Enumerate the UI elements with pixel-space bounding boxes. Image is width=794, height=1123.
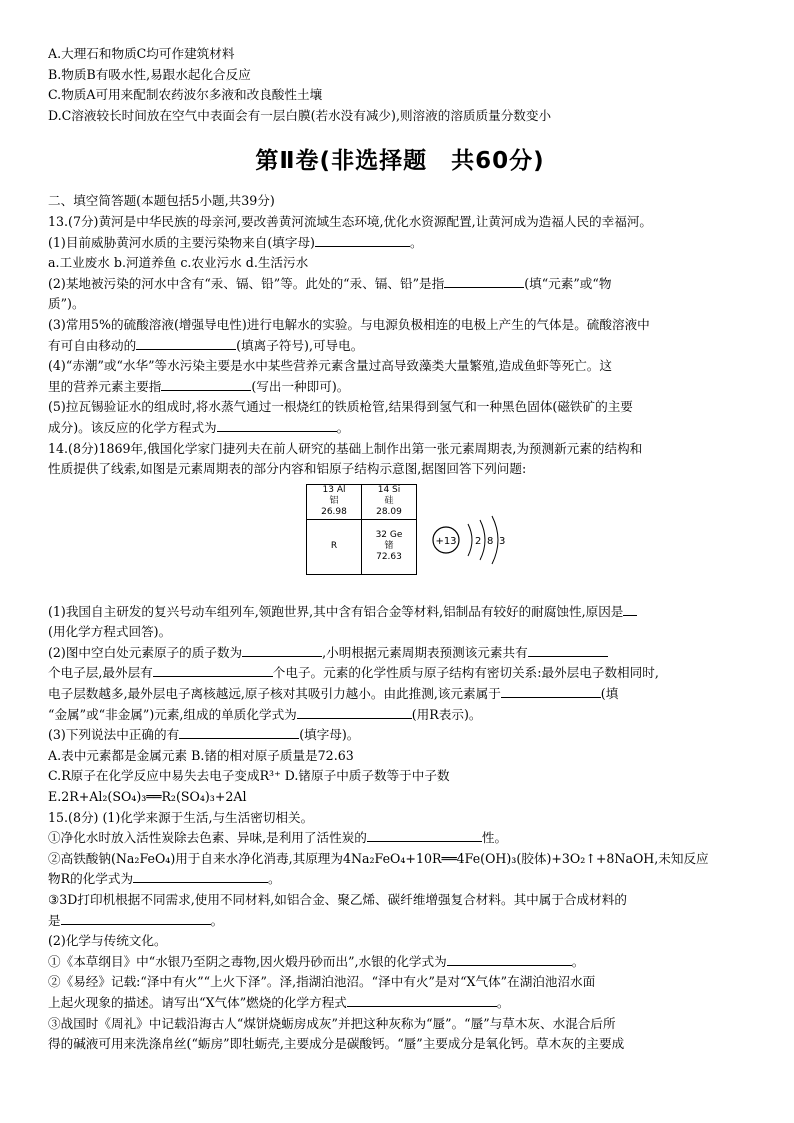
answer-blank[interactable]	[217, 418, 337, 432]
q14-part1: (1)我国自主研发的复兴号动车组列车,领跑世界,其中含有铝合金等材料,铝制品有较好的耐腐蚀性,原因是	[48, 602, 752, 623]
q13-part5-cont: 成分)。该反应的化学方程式为 。	[48, 419, 350, 435]
answer-blank[interactable]	[61, 911, 211, 925]
q14-options-ab: A.表中元素都是金属元素 B.锗的相对原子质量是72.63	[48, 747, 354, 763]
q14-options-cd: C.R原子在化学反应中易失去电子变成R³⁺ D.锗原子中质子数等于中子数	[48, 768, 450, 784]
q15-c2-cont: 物R的化学式为 。	[48, 871, 281, 887]
q15-c2: ②高铁酸钠(Na₂FeO₄)用于自来水净化消毒,其原理为4Na₂FeO₄+10R══4Fe(OH)₃(胶体)+3O₂↑+8NaOH,未知反应	[48, 850, 709, 866]
answer-blank[interactable]	[179, 725, 299, 739]
q15-part2: (2)化学与传统文化。	[48, 933, 167, 949]
answer-blank[interactable]	[136, 336, 236, 350]
q14-part2: (2)图中空白处元素原子的质子数为 ,小明根据元素周期表预测该元素共有	[48, 643, 752, 664]
q15-stem: 15.(8分) (1)化学来源于生活,与生活密切相关。	[48, 809, 314, 825]
shell-electrons-1: 2	[475, 535, 482, 547]
q15-d1: ①《本草纲目》中“水银乃至阴之毒物,因火煅丹砂而出”,水银的化学式为 。	[48, 953, 585, 969]
cell-aluminum: 13 Al 铝 26.98	[307, 484, 362, 519]
q15-c3-cont: 是 。	[48, 912, 224, 928]
answer-blank[interactable]	[501, 684, 601, 698]
q13-part4: (4)“赤潮”或“水华”等水污染主要是水中某些营养元素含量过高导致藻类大量繁殖,造成鱼虾等死亡。这	[48, 358, 612, 374]
q15-d2: ②《易经》记载:“泽中有火”“上火下泽”。泽,指湖泊池沼。“泽中有火”是对“X气体”在湖泊池沼水面	[48, 974, 596, 990]
periodic-table-figure	[48, 484, 752, 592]
cell-germanium: 32 Ge 锗 72.63	[362, 519, 417, 574]
q15-d3-cont: 得的碱液可用来洗涤帛丝(“蛎房”即牡蛎壳,主要成分是碳酸钙。“蜃”主要成分是氧化钙。草木灰的主要成	[48, 1036, 625, 1052]
q13-part2-cont: 质”)。	[48, 296, 85, 312]
q15-d3: ③战国时《周礼》中记载沿海古人“煤饼烧蛎房成灰”并把这种灰称为“蜃”。“蜃”与草木灰、水混合后所	[48, 1015, 616, 1031]
cell-r: R	[307, 519, 362, 574]
q15-d2-cont: 上起火现象的描述。请写出“X气体”燃烧的化学方程式 。	[48, 994, 510, 1010]
section-intro: 二、填空简答题(本题包括5小题,共39分)	[48, 193, 275, 209]
aluminum-atom-diagram	[428, 510, 538, 570]
answer-blank[interactable]	[133, 869, 268, 883]
q13-stem: 13.(7分)黄河是中华民族的母亲河,要改善黄河流域生态环境,优化水资源配置,让黄河成为造福人民的幸福河。	[48, 213, 653, 229]
q15-c1: ①净化水时放入活性炭除去色素、异味,是利用了活性炭的 性。	[48, 830, 508, 846]
q14-part2-cont3: “金属”或“非金属”)元素,组成的单质化学式为 (用R表示)。	[48, 706, 482, 722]
q13-part3-cont: 有可自由移动的 (填离子符号),可导电。	[48, 337, 364, 353]
nucleus-charge: +13	[435, 535, 457, 547]
answer-blank[interactable]	[315, 233, 410, 247]
q14-part2-cont1: 个电子层,最外层有 个电子。元素的化学性质与原子结构有密切关系:最外层电子数相同时,	[48, 665, 659, 681]
answer-blank[interactable]	[447, 952, 572, 966]
q13-part2: (2)某地被污染的河水中含有“汞、镉、铅”等。此处的“汞、镉、铅”是指 (填“元素”或“物	[48, 275, 612, 291]
q13-part4-cont: 里的营养元素主要指 (写出一种即可)。	[48, 378, 350, 394]
option-a: A.大理石和物质C均可作建筑材料	[48, 46, 235, 61]
option-c: C.物质A可用来配制农药波尔多液和改良酸性土壤	[48, 87, 323, 103]
q14-stem-cont: 性质提供了线索,如图是元素周期表的部分内容和铝原子结构示意图,据图回答下列问题:	[48, 461, 527, 477]
q14-part1-cont: (用化学方程式回答)。	[48, 624, 172, 640]
answer-blank[interactable]	[444, 274, 524, 288]
answer-blank[interactable]	[242, 643, 322, 657]
answer-blank[interactable]	[153, 663, 273, 677]
q14-part3: (3)下列说法中正确的有 (填字母)。	[48, 727, 360, 743]
cell-silicon: 14 Si 硅 28.09	[362, 484, 417, 519]
answer-blank[interactable]	[528, 643, 608, 657]
q13-part1-options: a.工业废水 b.河道养鱼 c.农业污水 d.生活污水	[48, 255, 309, 271]
q15-c3: ③3D打印机根据不同需求,使用不同材料,如铝合金、聚乙烯、碳纤维增强复合材料。其中属于合成材料的	[48, 892, 627, 907]
answer-blank[interactable]	[297, 705, 412, 719]
q14-stem: 14.(8分)1869年,俄国化学家门捷列夫在前人研究的基础上制作出第一张元素周期表,为预测新元素的结构和	[48, 440, 643, 456]
q13-part3: (3)常用5%的硫酸溶液(增强导电性)进行电解水的实验。与电源负极相连的电极上产生的气体是。硫酸溶液中	[48, 316, 650, 332]
q13-part1: (1)目前威胁黄河水质的主要污染物来自(填字母) 。	[48, 234, 423, 250]
option-d: D.C溶液较长时间放在空气中表面会有一层白膜(若水没有减少),则溶液的溶质质量分数变小	[48, 107, 552, 123]
answer-blank[interactable]	[347, 993, 497, 1007]
option-b: B.物质B有吸水性,易跟水起化合反应	[48, 66, 251, 82]
answer-blank[interactable]	[367, 828, 482, 842]
answer-blank[interactable]	[161, 377, 251, 391]
periodic-table-excerpt	[306, 484, 417, 575]
answer-blank[interactable]	[623, 602, 637, 616]
shell-electrons-3: 3	[499, 535, 506, 547]
electron-shell-1	[468, 524, 472, 556]
q14-part2-cont2: 电子层数越多,最外层电子离核越远,原子核对其吸引力越小。由此推测,该元素属于 (填	[48, 686, 619, 702]
exam-page	[48, 44, 752, 1055]
shell-electrons-2: 8	[487, 535, 494, 547]
section-title: 第Ⅱ卷(非选择题 共60分)	[255, 148, 545, 175]
q14-option-e: E.2R+Al₂(SO₄)₃══R₂(SO₄)₃+2Al	[48, 789, 247, 805]
q13-part5: (5)拉瓦锡验证水的组成时,将水蒸气通过一根烧红的铁质枪管,结果得到氢气和一种黑色固体(磁铁矿的主要	[48, 399, 633, 415]
